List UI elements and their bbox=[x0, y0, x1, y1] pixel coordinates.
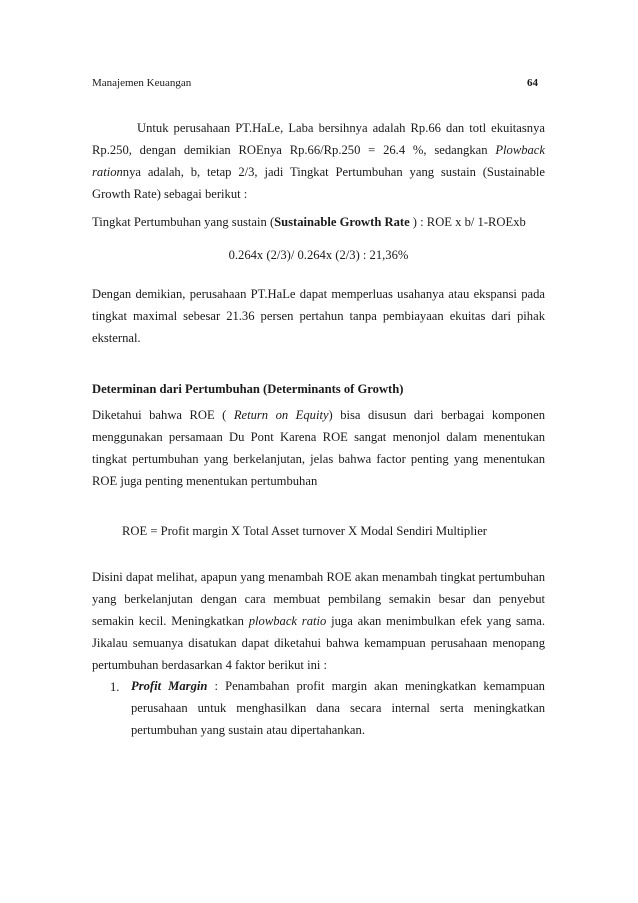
list-item-number: 1. bbox=[110, 680, 120, 694]
list-item-body bbox=[131, 675, 545, 741]
paragraph-growth-rate bbox=[92, 211, 545, 233]
roe-text-c: ) bisa disusun dari berbagai komponen menggunakan persamaan Du Pont Karena ROE sangat menonjol dalam menentukan tingkat pertumbuhan yang berkelanjutan, jelas bahwa factor penting yang menentukan ROE juga penting menentukan pertumbuhan bbox=[92, 408, 545, 488]
running-header-title: Manajemen Keuangan bbox=[92, 77, 192, 89]
paragraph-intro bbox=[92, 117, 545, 205]
factors-text-a: Disini dapat melihat, apapun yang menambah ROE akan menambah tingkat pertumbuhan yang berkelanjutan dengan cara membuat pembilang semakin besar dan penyebut semakin kecil. Meningkatkan bbox=[92, 570, 545, 628]
section-heading: Determinan dari Pertumbuhan (Determinants of Growth) bbox=[92, 382, 404, 396]
growth-bold-term: Sustainable Growth Rate bbox=[274, 215, 410, 229]
factors-italic-term: plowback ratio bbox=[248, 614, 327, 628]
roe-text-a: Diketahui bahwa ROE ( bbox=[92, 408, 234, 422]
paragraph-conclusion: Dengan demikian, perusahaan PT.HaLe dapat memperluas usahanya atau ekspansi pada tingkat maximal sebesar 21.36 persen pertahun tanpa pembiayaan ekuitas dari pihak eksternal. bbox=[92, 287, 545, 345]
list-item-term: Profit Margin bbox=[131, 679, 208, 693]
list-item-text: : Penambahan profit margin akan meningkatkan kemampuan perusahaan untuk menghasilkan dana secara internal serta meningkatkan pertumbuhan yang sustain atau dipertahankan. bbox=[131, 679, 545, 737]
du-pont-equation: ROE = Profit margin X Total Asset turnover X Modal Sendiri Multiplier bbox=[122, 524, 487, 538]
roe-italic-term: Return on Equity bbox=[233, 408, 329, 422]
growth-text-c: ) : ROE x b/ 1-ROExb bbox=[409, 215, 526, 229]
intro-plowback-term: Plowback ration bbox=[92, 143, 545, 179]
factors-text-c: juga akan menimbulkan efek yang sama. Jikalau semuanya disatukan dapat diketahui bahwa kemampuan perusahaan menopang pertumbuhan berdasarkan 4 faktor berikut ini : bbox=[92, 614, 545, 672]
intro-text-a: Untuk perusahaan PT.HaLe, Laba bersihnya adalah Rp.66 dan totl ekuitasnya Rp.250, dengan demikian ROEnya Rp.66/Rp.250 = 26.4 %, sedangkan bbox=[92, 121, 545, 157]
growth-formula: 0.264x (2/3)/ 0.264x (2/3) : 21,36% bbox=[228, 248, 409, 262]
intro-text-c: nya adalah, b, tetap 2/3, jadi Tingkat Pertumbuhan yang sustain (Sustainable Growth Rate) sebagai berikut : bbox=[92, 165, 545, 201]
page-number: 64 bbox=[527, 77, 538, 89]
growth-text-a: Tingkat Pertumbuhan yang sustain ( bbox=[92, 215, 275, 229]
paragraph-factors bbox=[92, 566, 545, 676]
paragraph-roe bbox=[92, 404, 545, 492]
